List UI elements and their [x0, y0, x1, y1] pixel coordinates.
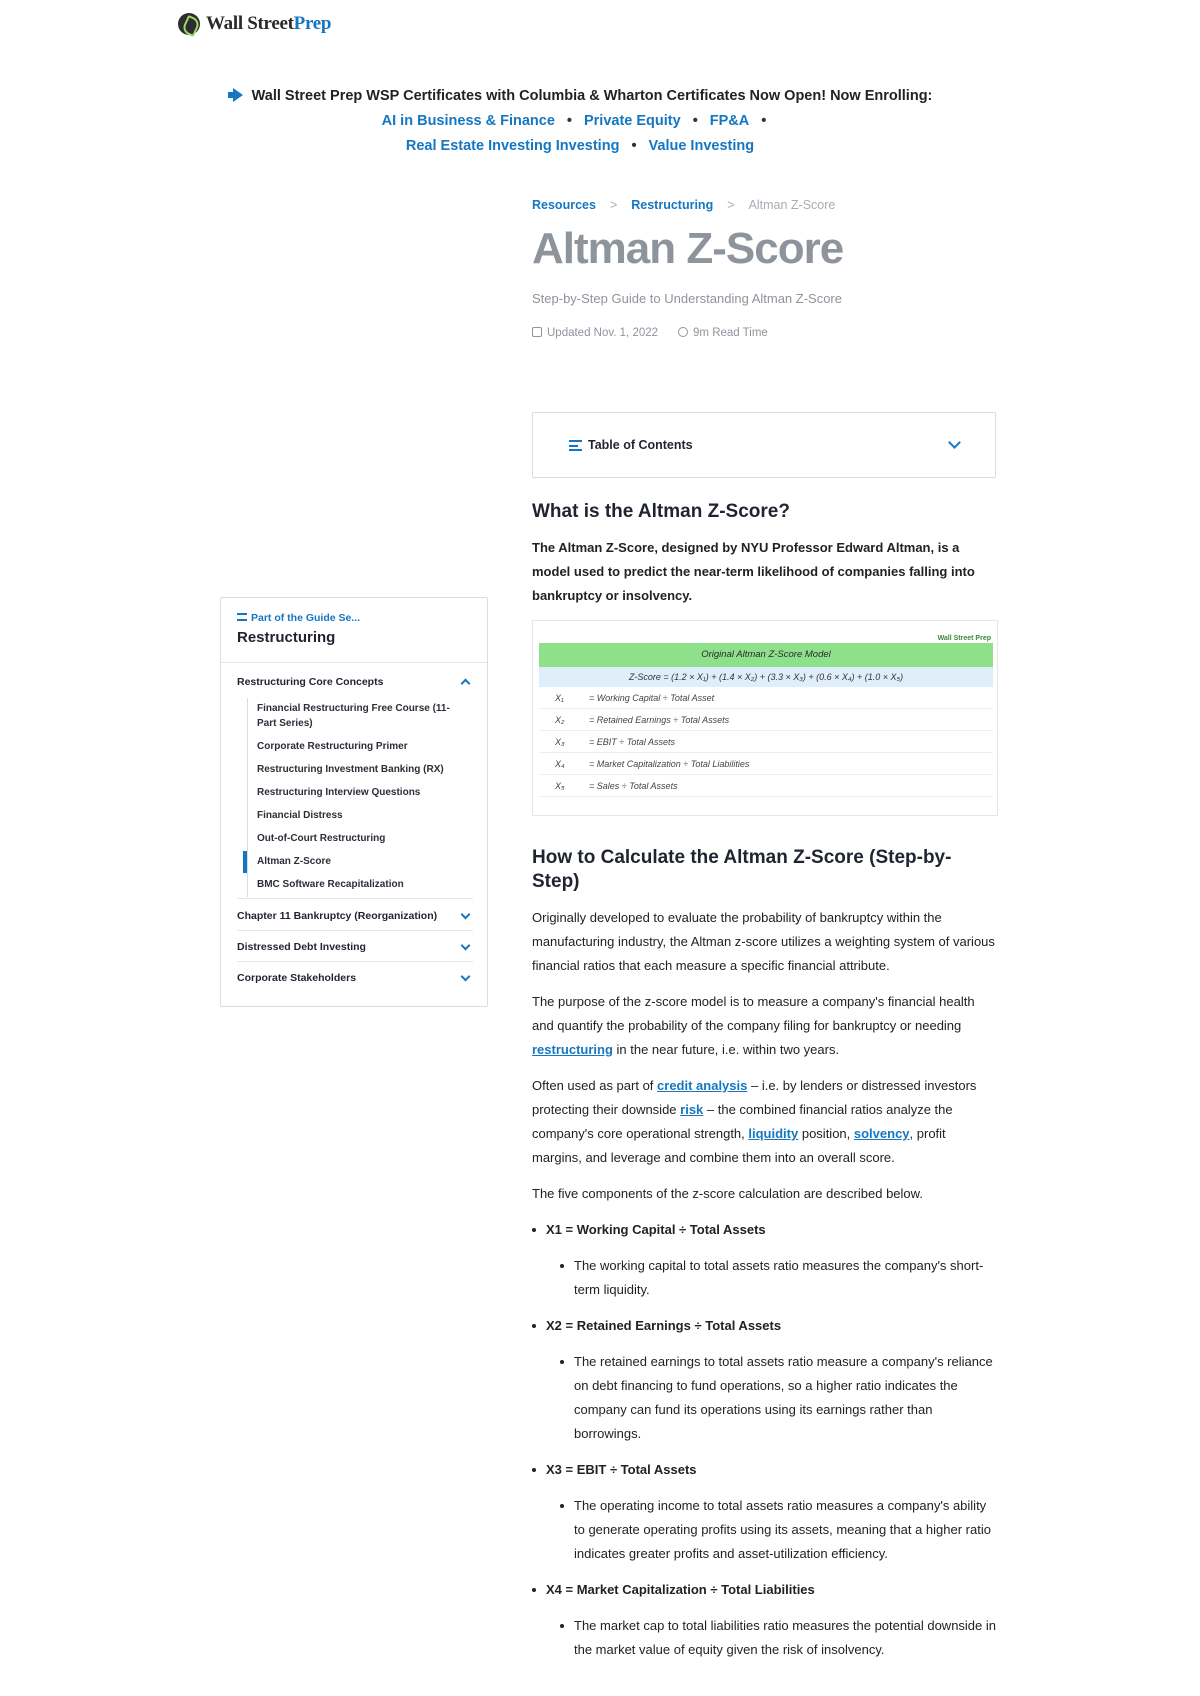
sidebar-item-altman-z-score[interactable]: Altman Z-Score [248, 851, 467, 874]
toc-label: Table of Contents [588, 438, 693, 452]
paragraph: Often used as part of credit analysis – i.e. by lenders or distressed investors protecting their downside risk – the combined financial ratios analyze the company's core operational strength, liquidity position, solvency, profit margins, and leverage and combine them into an overall score. [532, 1078, 977, 1165]
sidebar-item-list [247, 698, 467, 897]
sidebar-item-free-course[interactable]: Financial Restructuring Free Course (11-Part Series) [257, 703, 450, 729]
article-body [532, 500, 998, 1674]
sidebar-section-core-concepts[interactable]: Restructuring Core Concepts [237, 676, 473, 688]
paragraph: Originally developed to evaluate the probability of bankruptcy within the manufacturing industry, the Altman z-score utilizes a weighting system of various financial ratios that each measure a specific financial attribute. [532, 910, 995, 973]
intro-paragraph: The Altman Z-Score, designed by NYU Professor Edward Altman, is a model used to predict the near-term likelihood of companies falling into bankruptcy or insolvency. [532, 540, 975, 603]
megaphone-icon [228, 88, 244, 102]
breadcrumb-separator: > [727, 198, 735, 212]
calendar-icon [532, 327, 542, 337]
logo-text: Wall StreetPrep [206, 13, 332, 34]
clock-icon [678, 327, 688, 337]
sidebar-item-interview-questions[interactable]: Restructuring Interview Questions [257, 787, 421, 798]
chevron-down-icon[interactable] [948, 436, 961, 449]
chevron-down-icon[interactable] [461, 941, 471, 951]
breadcrumb [532, 198, 835, 212]
read-time: 9m Read Time [693, 327, 768, 339]
figure-header: Original Altman Z-Score Model [539, 643, 993, 667]
divider [237, 961, 473, 962]
guide-series-link[interactable]: Part of the Guide Se... [237, 612, 360, 624]
section-heading-how-to: How to Calculate the Altman Z-Score (Step-by-Step) [532, 847, 952, 892]
risk-link[interactable]: risk [680, 1102, 704, 1117]
figure-row: X₅ = Sales ÷ Total Assets [539, 775, 993, 797]
paragraph: The purpose of the z-score model is to measure a company's financial health and quantify the probability of the company filing for bankruptcy or needing restructuring in the near future, i.e. within two years. [532, 994, 975, 1057]
credit-analysis-link[interactable]: credit analysis [657, 1078, 748, 1093]
table-of-contents-toggle[interactable] [532, 412, 996, 478]
figure-row: X₁ = Working Capital ÷ Total Asset [539, 687, 993, 709]
updated-date: Updated Nov. 1, 2022 [547, 327, 659, 339]
component-description: The retained earnings to total assets ratio measure a company's reliance on debt financing to fund operations, so a higher ratio indicates the company can fund its operations using its earnings rather than borrowings. [532, 1350, 998, 1446]
sidebar-section-chapter-11[interactable]: Chapter 11 Bankruptcy (Reorganization) [237, 910, 473, 922]
sidebar-item-out-of-court[interactable]: Out-of-Court Restructuring [257, 833, 386, 844]
divider [237, 898, 473, 899]
page-title: Altman Z-Score [532, 224, 844, 273]
site-logo[interactable] [178, 12, 331, 36]
altman-z-score-figure [532, 620, 998, 816]
sidebar-section-distressed-debt[interactable]: Distressed Debt Investing [237, 941, 473, 953]
sidebar-title: Restructuring [237, 629, 336, 646]
components-list [532, 1218, 998, 1662]
divider [237, 930, 473, 931]
paragraph: The five components of the z-score calculation are described below. [532, 1186, 923, 1201]
figure-row: X₂ = Retained Earnings ÷ Total Assets [539, 709, 993, 731]
component-title: X2 = Retained Earnings ÷ Total Assets [532, 1314, 998, 1338]
announcement-link-real-estate[interactable]: Real Estate Investing Investing [405, 138, 620, 154]
breadcrumb-separator: > [609, 198, 618, 212]
list-icon [237, 613, 247, 621]
section-heading-what-is: What is the Altman Z-Score? [532, 501, 790, 522]
figure-row: X₃ = EBIT ÷ Total Assets [539, 731, 993, 753]
component-description: The working capital to total assets ratio measures the company's short-term liquidity. [532, 1254, 998, 1302]
logo-icon [178, 13, 200, 35]
sidebar-item-bmc-software[interactable]: BMC Software Recapitalization [257, 879, 404, 890]
figure-row: X₄ = Market Capitalization ÷ Total Liabilities [539, 753, 993, 775]
solvency-link[interactable]: solvency [853, 1126, 910, 1141]
divider [221, 662, 487, 663]
component-title: X4 = Market Capitalization ÷ Total Liabilities [532, 1578, 998, 1602]
component-description: The market cap to total liabilities ratio measures the potential downside in the market value of equity given the risk of insolvency. [532, 1614, 998, 1662]
breadcrumb-resources[interactable]: Resources [532, 198, 596, 212]
announcement-link-value[interactable]: Value Investing [648, 138, 755, 154]
component-description: The operating income to total assets ratio measures a company's ability to generate operating profits using its assets, meaning that a higher ratio indicates greater profits and asset-utilization efficiency. [532, 1494, 998, 1566]
guide-sidebar [220, 597, 488, 1007]
component-title: X1 = Working Capital ÷ Total Assets [532, 1218, 998, 1242]
chevron-down-icon[interactable] [461, 972, 471, 982]
chevron-up-icon[interactable] [461, 679, 471, 689]
article-meta [532, 327, 768, 339]
restructuring-link[interactable]: restructuring [532, 1042, 613, 1057]
announcement-link-pe[interactable]: Private Equity [583, 113, 681, 129]
sidebar-item-primer[interactable]: Corporate Restructuring Primer [257, 741, 408, 752]
component-title: X3 = EBIT ÷ Total Assets [532, 1458, 998, 1482]
breadcrumb-restructuring[interactable]: Restructuring [631, 198, 714, 212]
announcement-banner: Wall Street Prep WSP Certificates with Columbia & Wharton Certificates Now Open! Now Enrolling: AI in Business & Finance • Private Equity • FP&A • Real Estate Investing Investing • Value Investing [150, 84, 1010, 159]
breadcrumb-current: Altman Z-Score [748, 198, 836, 212]
announcement-link-fpa[interactable]: FP&A [709, 113, 750, 129]
page-subtitle: Step-by-Step Guide to Understanding Altman Z-Score [532, 291, 842, 306]
liquidity-link[interactable]: liquidity [748, 1126, 799, 1141]
chevron-down-icon[interactable] [461, 910, 471, 920]
figure-formula: Z-Score = (1.2 × X₁) + (1.4 × X₂) + (3.3 × X₃) + (0.6 × X₄) + (1.0 × X₅) [539, 667, 993, 687]
announcement-link-ai[interactable]: AI in Business & Finance [381, 113, 555, 129]
sidebar-section-stakeholders[interactable]: Corporate Stakeholders [237, 972, 473, 984]
list-icon [569, 440, 582, 451]
figure-brand: Wall Street Prep [937, 635, 991, 642]
sidebar-item-rx-banking[interactable]: Restructuring Investment Banking (RX) [257, 764, 444, 775]
announcement-headline: Wall Street Prep WSP Certificates with Columbia & Wharton Certificates Now Open! Now Enrolling: [251, 88, 933, 104]
sidebar-item-financial-distress[interactable]: Financial Distress [257, 810, 343, 821]
